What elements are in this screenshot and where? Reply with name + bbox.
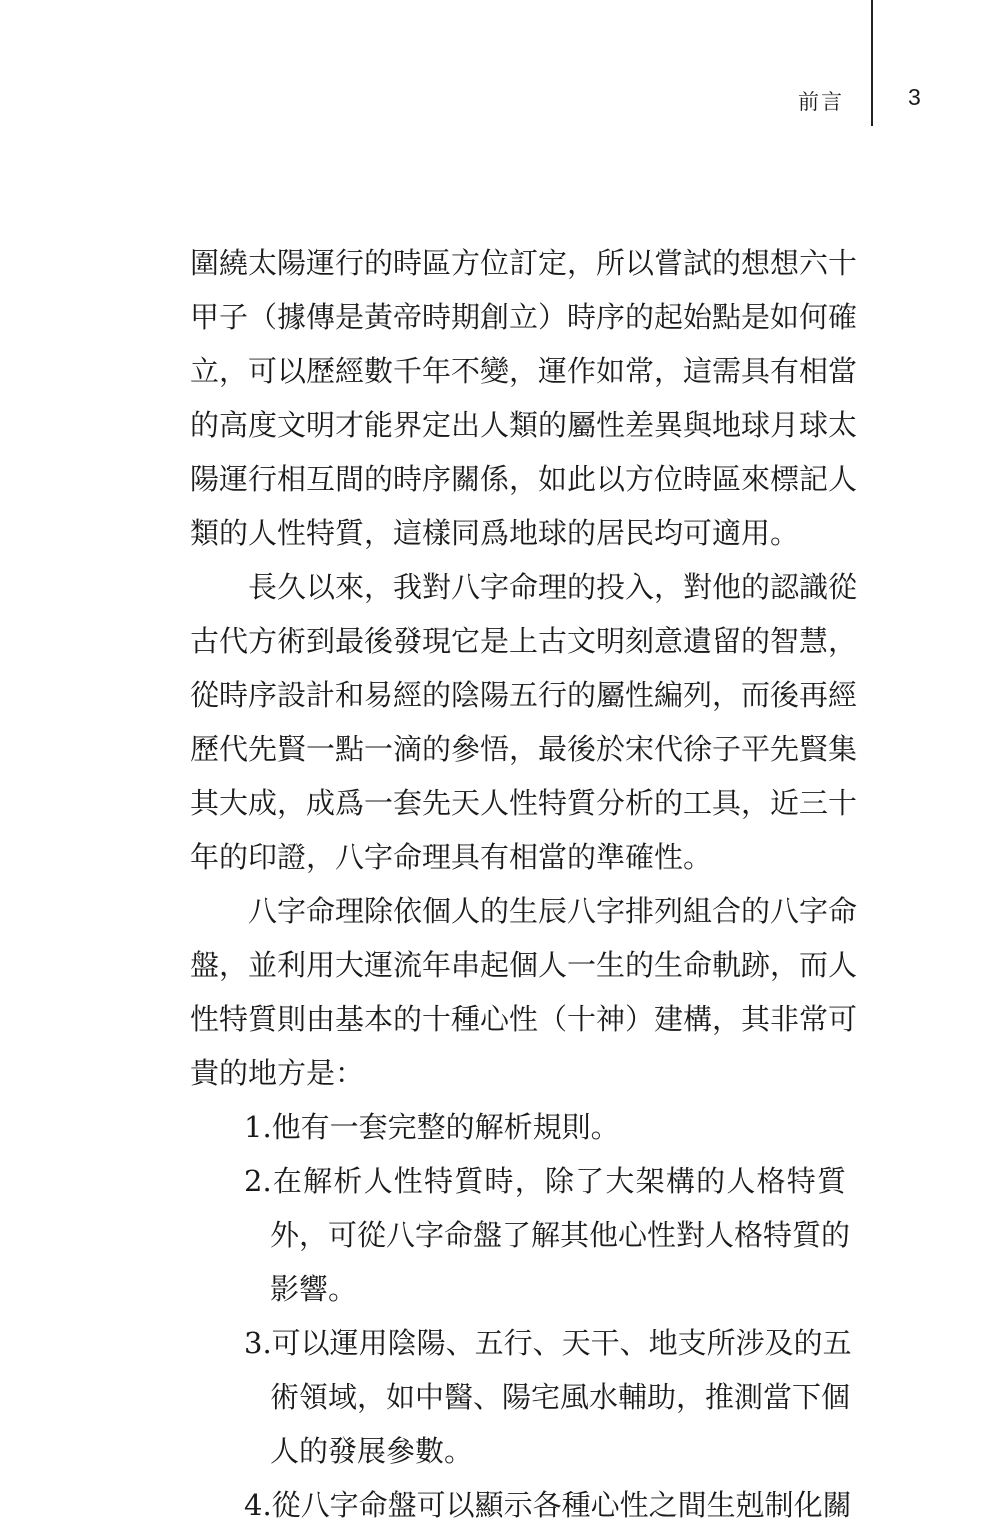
page-number: 3	[908, 84, 921, 110]
text-line: 長久以來，我對八字命理的投入，對他的認識從	[248, 570, 858, 604]
text-line: 歷代先賢一點一滴的參悟，最後於宋代徐子平先賢集	[190, 732, 858, 766]
list-item-continuation: 影響。	[270, 1272, 358, 1306]
text-line: 甲子（據傳是黃帝時期創立）時序的起始點是如何確	[190, 300, 858, 334]
text-line: 從時序設計和易經的陰陽五行的屬性編列，而後再經	[190, 678, 858, 712]
text-line: 性特質則由基本的十種心性（十神）建構，其非常可	[190, 1002, 858, 1036]
text-line: 盤，並利用大運流年串起個人一生的生命軌跡，而人	[190, 948, 858, 982]
text-line: 其大成，成爲一套先天人性特質分析的工具，近三十	[190, 786, 858, 820]
list-item: 2.在解析人性特質時，除了大架構的人格特質	[244, 1164, 846, 1198]
text-line: 的高度文明才能界定出人類的屬性差異與地球月球太	[190, 408, 858, 442]
list-item-continuation: 人的發展參數。	[270, 1434, 474, 1468]
list-item-continuation: 術領域，如中醫、陽宅風水輔助，推測當下個	[270, 1380, 851, 1414]
body-text	[190, 236, 858, 1532]
list-item: 3.可以運用陰陽、五行、天干、地支所涉及的五	[244, 1326, 852, 1360]
header-divider	[871, 0, 873, 126]
running-title: 前言	[798, 90, 844, 114]
list-item: 1.他有一套完整的解析規則。	[244, 1110, 620, 1144]
text-line: 圍繞太陽運行的時區方位訂定，所以嘗試的想想六十	[190, 246, 858, 280]
text-line: 八字命理除依個人的生辰八字排列組合的八字命	[248, 894, 858, 928]
text-line: 立，可以歷經數千年不變，運作如常，這需具有相當	[190, 354, 858, 388]
text-line: 類的人性特質，這樣同爲地球的居民均可適用。	[190, 516, 800, 550]
text-line: 陽運行相互間的時序關係，如此以方位時區來標記人	[190, 462, 858, 496]
list-item-continuation: 外，可從八字命盤了解其他心性對人格特質的	[270, 1218, 851, 1252]
text-line: 貴的地方是：	[190, 1056, 365, 1090]
text-line: 古代方術到最後發現它是上古文明刻意遺留的智慧，	[190, 624, 858, 658]
text-line: 年的印證，八字命理具有相當的準確性。	[190, 840, 713, 874]
list-item: 4.從八字命盤可以顯示各種心性之間生剋制化關	[244, 1488, 852, 1522]
